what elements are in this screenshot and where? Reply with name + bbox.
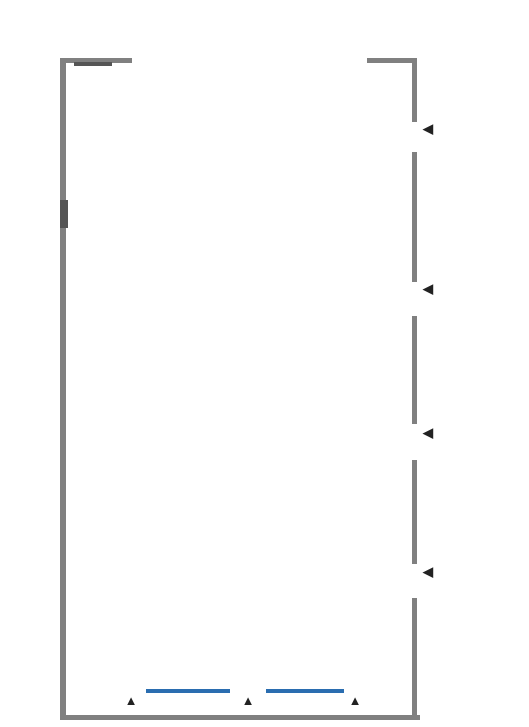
loading-dock-left bbox=[74, 62, 112, 66]
door-arrow-icon: ▲ bbox=[124, 693, 138, 708]
door-right-2 bbox=[423, 282, 435, 295]
bottom-right-table-bar bbox=[266, 689, 344, 693]
door-arrow-icon: ◀ bbox=[423, 121, 433, 136]
door-arrow-icon: ◀ bbox=[423, 564, 433, 579]
top-right-wall bbox=[367, 58, 417, 63]
right-wall-segment-2 bbox=[412, 152, 417, 282]
door-arrow-icon: ◀ bbox=[423, 425, 433, 440]
door-bottom-3 bbox=[340, 694, 370, 709]
door-right-1 bbox=[423, 122, 435, 135]
right-wall-segment-4 bbox=[412, 460, 417, 564]
bottom-wall bbox=[60, 715, 420, 720]
left-wall bbox=[60, 58, 66, 720]
door-right-4 bbox=[423, 565, 435, 578]
door-arrow-icon: ▲ bbox=[348, 693, 362, 708]
right-wall-segment-5 bbox=[412, 598, 417, 720]
door-right-3 bbox=[423, 426, 435, 439]
door-arrow-icon: ▲ bbox=[241, 693, 255, 708]
right-wall-segment-1 bbox=[412, 58, 417, 122]
door-bottom-2 bbox=[233, 694, 263, 709]
left-wall-post bbox=[60, 200, 68, 228]
door-bottom-1 bbox=[116, 694, 146, 709]
right-wall-segment-3 bbox=[412, 316, 417, 424]
door-arrow-icon: ◀ bbox=[423, 281, 433, 296]
bottom-left-table-bar bbox=[146, 689, 230, 693]
